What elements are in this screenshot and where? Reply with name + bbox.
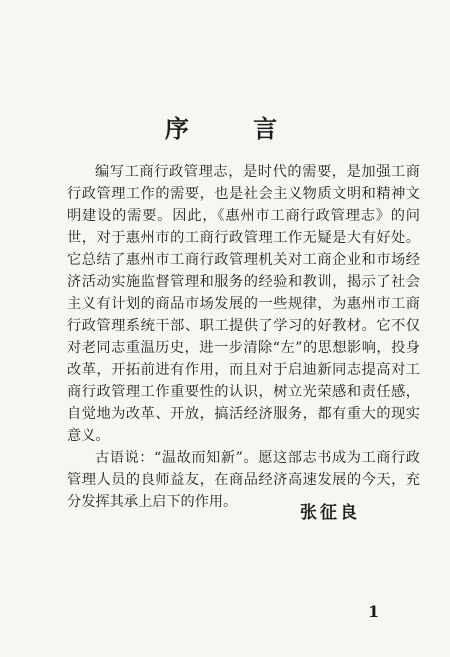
page-number: 1 bbox=[368, 602, 380, 621]
page-title: 序 言 bbox=[164, 114, 306, 143]
paragraph-1: 编写工商行政管理志，是时代的需要，是加强工商行政管理工作的需要，也是社会主义物质文明和精神文明建设的需要。因此，《惠州市工商行政管理志》的问世，对于惠州市的工商行政管理工作无疑是大有好处。它总结了惠州市工商行政管理机关对工商企业和市场经济活动实施监督管理和服务的经验和教训，揭示了社会主义有计划的商品市场发展的一些规律，为惠州市工商行政管理系统干部、职工提供了学习的好教材。它不仅对老同志重温历史，进一步清除“左”的思想影响，投身改革，开拓前进有作用，而且对于启迪新同志提高对工商行政管理工作重要性的认识，树立光荣感和责任感，自觉地为改革、开放，搞活经济服务，都有重大的现实意义。 bbox=[67, 164, 420, 444]
author-signature: 张征良 bbox=[300, 503, 360, 523]
preface-body bbox=[67, 161, 420, 513]
paragraph-2: 古语说：“温故而知新”。愿这部志书成为工商行政管理人员的良师益友，在商品经济高速发展的今天，充分发挥其承上启下的作用。 bbox=[67, 450, 420, 510]
